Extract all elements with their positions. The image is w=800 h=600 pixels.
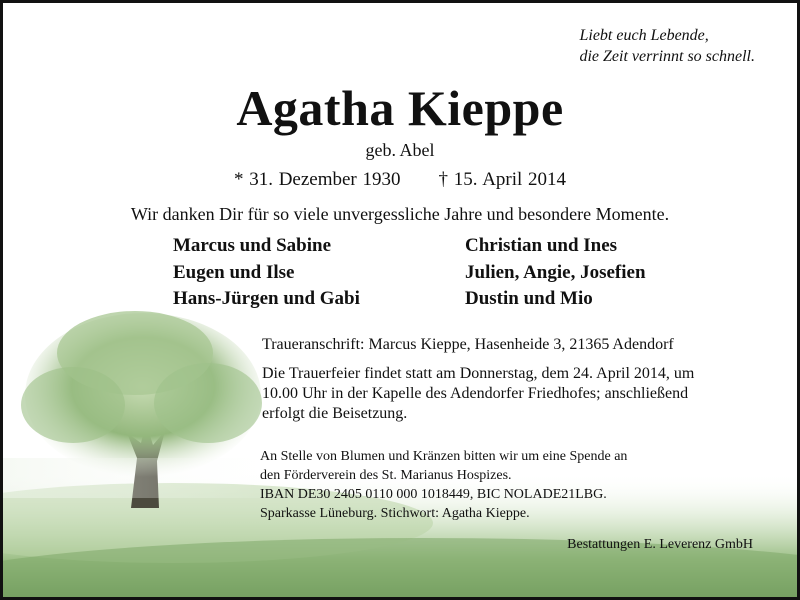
quote-line-1: Liebt euch Lebende, bbox=[579, 27, 709, 44]
donation-line-2: den Förderverein des St. Marianus Hospizes. bbox=[260, 468, 512, 483]
maiden-name: geb. Abel bbox=[365, 140, 435, 160]
family-list-right bbox=[465, 233, 646, 313]
family-member: Dustin und Mio bbox=[465, 288, 593, 309]
family-member: Christian und Ines bbox=[465, 235, 618, 256]
donation-request bbox=[260, 447, 740, 523]
family-member: Eugen und Ilse bbox=[173, 261, 295, 283]
ceremony-line-2: 10.00 Uhr in der Kapelle des Adendorfer Friedhofes; anschließend bbox=[262, 385, 689, 402]
donation-line-4: Sparkasse Lüneburg. Stichwort: Agatha Kieppe. bbox=[260, 506, 530, 521]
fog-layer bbox=[3, 458, 303, 498]
family-member: Julien, Angie, Josefien bbox=[465, 261, 646, 283]
mourning-address: Traueranschrift: Marcus Kieppe, Hasenheide 3, 21365 Adendorf bbox=[262, 336, 674, 353]
ceremony-line-1: Die Trauerfeier findet statt am Donnerstag, dem 24. April 2014, um bbox=[262, 365, 695, 382]
birth-date: * 31. Dezember 1930 bbox=[233, 169, 401, 190]
life-dates bbox=[3, 169, 797, 191]
tree-canopy-left bbox=[21, 367, 125, 443]
family-member: Hans-Jürgen und Gabi bbox=[173, 288, 360, 309]
tree-canopy-right bbox=[154, 363, 262, 443]
undertaker-credit: Bestattungen E. Leverenz GmbH bbox=[567, 537, 753, 552]
donation-line-1: An Stelle von Blumen und Kränzen bitten wir um eine Spende an bbox=[260, 449, 628, 464]
funeral-ceremony-info bbox=[262, 364, 782, 424]
family-list-left bbox=[173, 233, 360, 313]
thanks-message: Wir danken Dir für so viele unvergessliche Jahre und besondere Momente. bbox=[130, 204, 670, 224]
deceased-name: Agatha Kieppe bbox=[236, 80, 564, 136]
family-member: Marcus und Sabine bbox=[173, 235, 332, 256]
ceremony-line-3: erfolgt die Beisetzung. bbox=[262, 405, 408, 422]
donation-line-3: IBAN DE30 2405 0110 000 1018449, BIC NOLADE21LBG. bbox=[260, 487, 607, 502]
death-date: † 15. April 2014 bbox=[438, 169, 567, 190]
epigraph-quote bbox=[579, 25, 755, 67]
quote-line-2: die Zeit verrinnt so schnell. bbox=[579, 48, 755, 65]
